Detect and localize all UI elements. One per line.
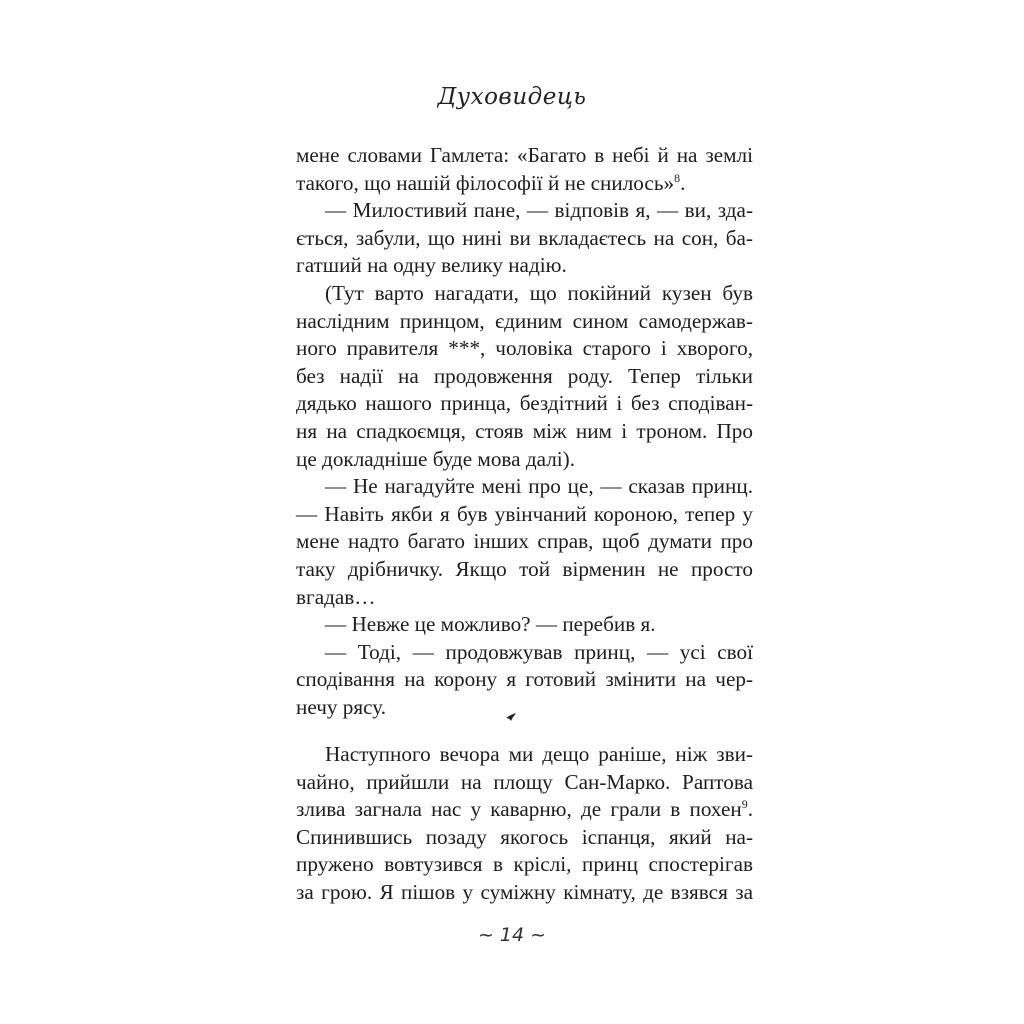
footnote-ref[interactable]: 8	[674, 170, 681, 185]
text-line: наслідним принцом, єдиним сином самодержав-	[296, 308, 753, 333]
page-number: ~ 14 ~	[477, 924, 547, 946]
text-line: такого, що нашій філософії й не снилось»$^8$.	[296, 170, 686, 195]
text-line: ного правителя ***, чоловіка старого і хворого,	[296, 336, 753, 361]
text-line: мене словами Гамлета: «Багато в небі й на землі	[296, 143, 753, 167]
text-line: гатший на одну велику надію.	[296, 253, 567, 278]
text-line: (Тут варто нагадати, що покійний кузен був	[325, 280, 753, 305]
text-line: за грою. Я пішов у суміжну кімнату, де взявся за	[296, 879, 753, 904]
text-line: — Тоді, — продовжував принц, — усі свої	[325, 639, 753, 664]
text-line: без надії на продовження роду. Тепер тільки	[296, 363, 753, 388]
section-break-fleuron-icon	[505, 712, 517, 722]
text-line: чайно, прийшли на площу Сан-Марко. Раптова	[296, 769, 753, 794]
running-head-title: Духовидець	[437, 84, 587, 110]
text-line: ється, забули, що нині ви вкладаєтесь на сон, ба-	[296, 225, 753, 250]
text-line: сподівання на корону я готовий змінити на чер-	[296, 667, 753, 692]
text-line: вгадав…	[296, 584, 376, 609]
text-block-1	[296, 142, 753, 721]
text-line: Спинившись позаду якогось іспанця, який на-	[296, 824, 753, 849]
text-line: — Не нагадуйте мені про це, — сказав принц.	[325, 474, 753, 499]
text-block-2	[296, 741, 753, 907]
text-line: дядько нашого принца, бездітний і без сподіван-	[296, 391, 753, 416]
text-line: злива загнала нас у каварню, де грали в похен$^9$.	[296, 797, 753, 822]
footnote-ref[interactable]: 9	[741, 797, 748, 812]
text-line: ня на спадкоємця, стояв між ним і троном. Про	[296, 418, 753, 443]
text-line: це докладніше буде мова далі).	[296, 446, 576, 471]
text-line: таку дрібничку. Якщо той вірменин не просто	[296, 556, 753, 581]
text-line: — Невже це можливо? — перебив я.	[325, 612, 656, 637]
text-line: — Навіть якби я був увінчаний короною, тепер у	[296, 501, 753, 526]
text-line: Наступного вечора ми дещо раніше, ніж зви-	[325, 742, 753, 766]
text-line: мене надто багато інших справ, щоб думати про	[296, 529, 753, 554]
text-line: пружено вовтузився в кріслі, принц спостерігав	[296, 852, 753, 877]
text-line: — Милостивий пане, — відповів я, — ви, зда-	[325, 198, 753, 223]
text-line: нечу рясу.	[296, 694, 386, 719]
